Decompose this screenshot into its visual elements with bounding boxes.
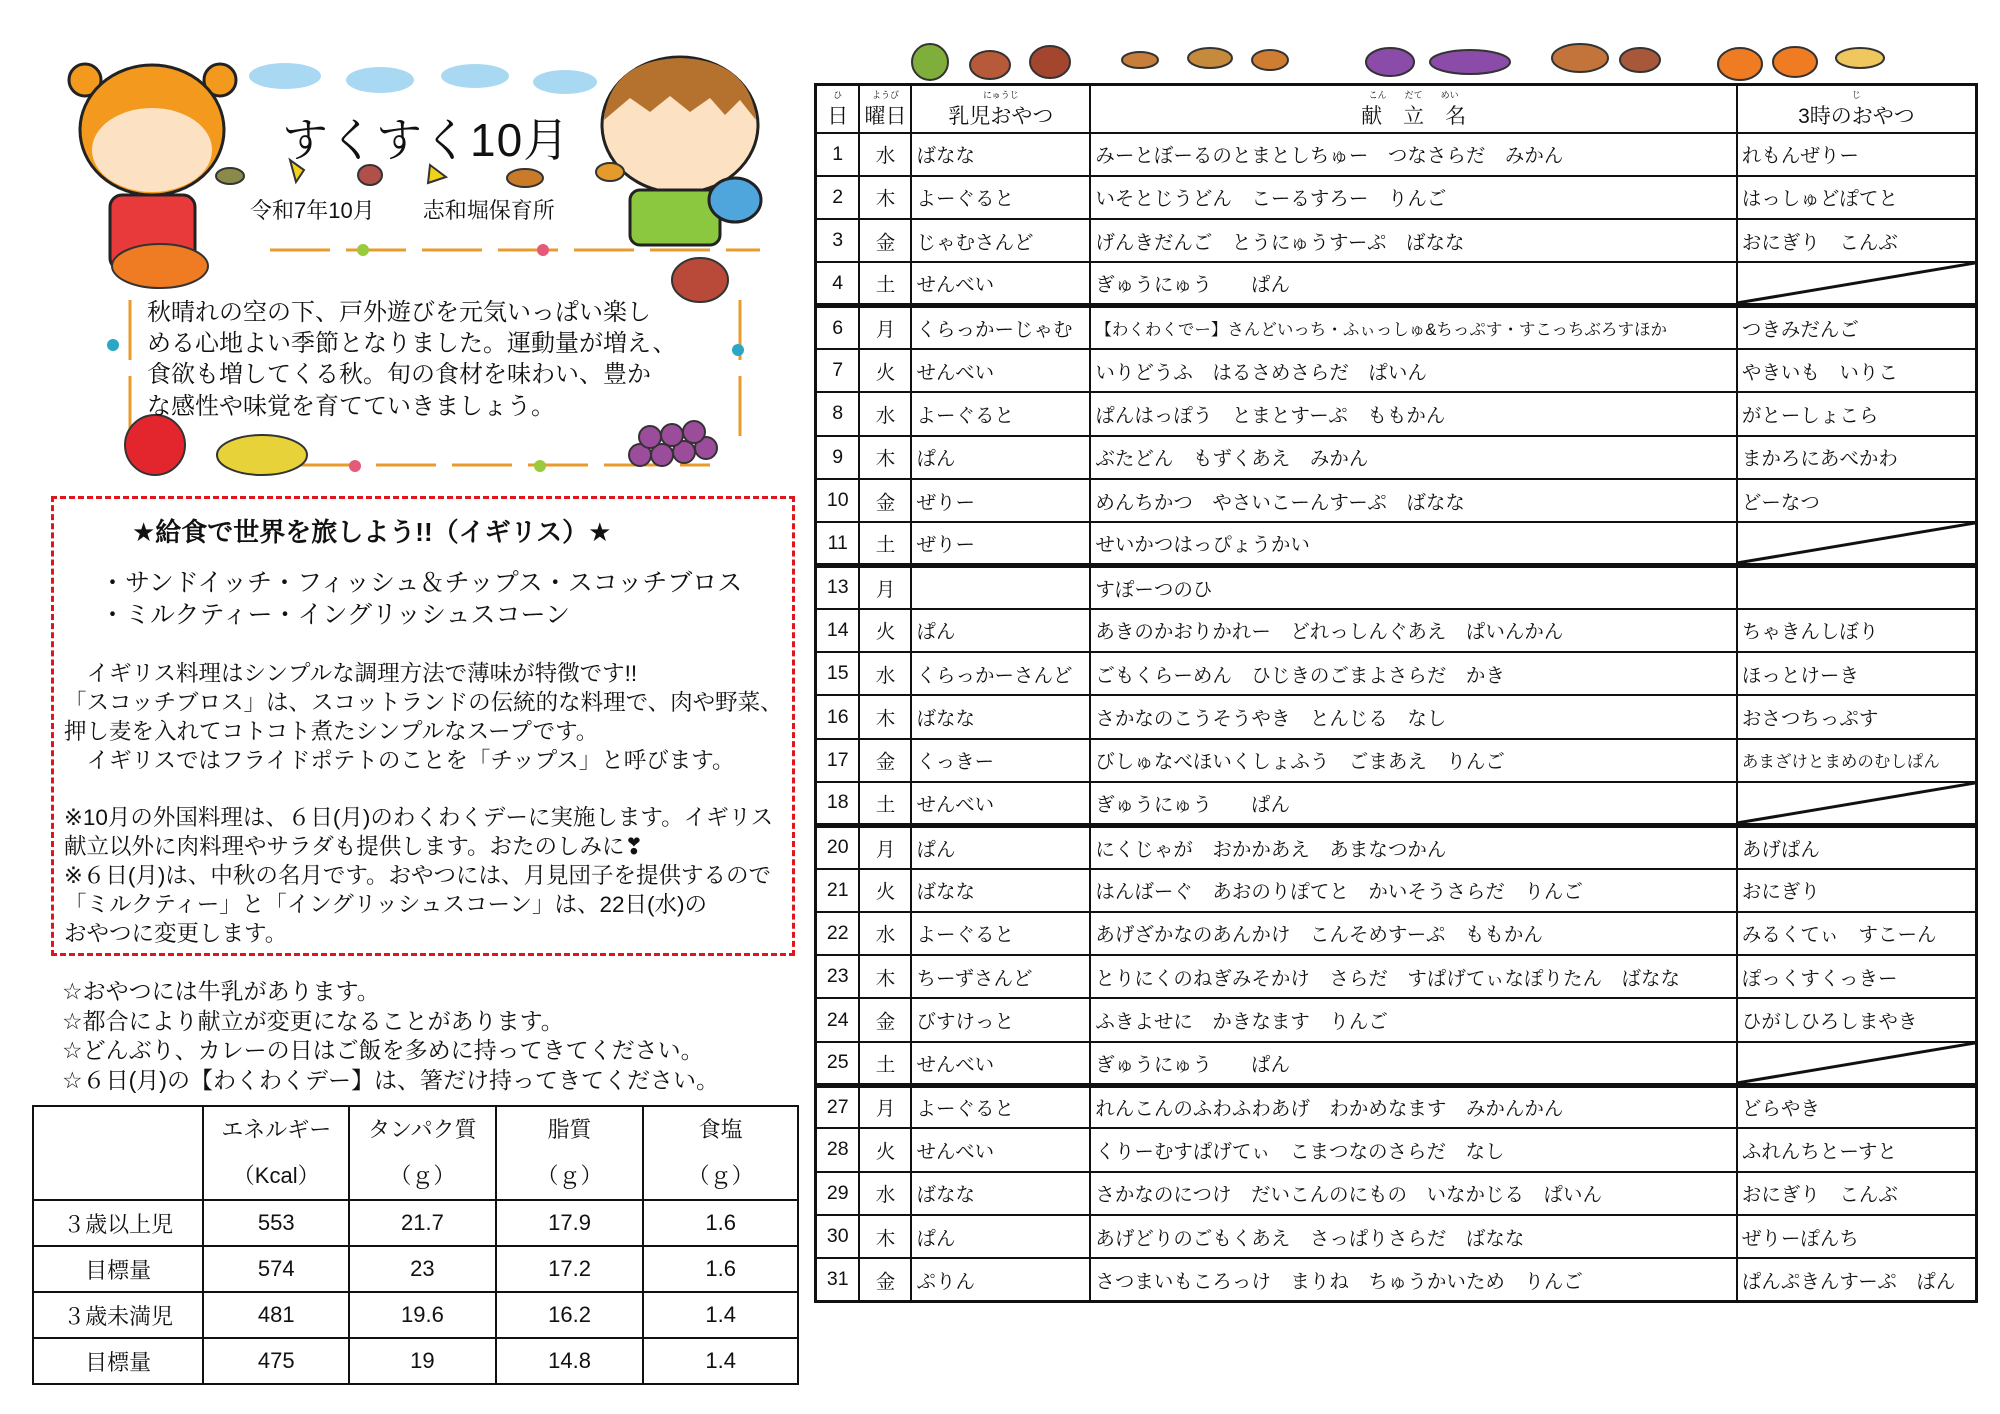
snack-cell <box>1737 1042 1977 1085</box>
weekday-cell: 土 <box>859 1042 911 1085</box>
snack-cell: どらやき <box>1737 1085 1977 1128</box>
menu-row <box>816 1042 1977 1085</box>
infant-snack-cell: ぱん <box>911 1215 1090 1258</box>
day-cell: 20 <box>816 825 860 868</box>
snack-cell: がとーしょこら <box>1737 392 1977 435</box>
menu-row <box>816 1085 1977 1128</box>
menu-row <box>816 479 1977 522</box>
nutrition-value: 14.8 <box>496 1338 644 1384</box>
weekday-cell: 木 <box>859 176 911 219</box>
world-food-bullet: ・ミルクティー・イングリッシュスコーン <box>100 601 571 629</box>
day-cell: 4 <box>816 262 860 305</box>
menu-name-cell: ぱんはっぽう とまとすーぷ ももかん <box>1090 392 1736 435</box>
menu-row <box>816 782 1977 825</box>
header-label: 3時のおやつ <box>1798 104 1915 128</box>
nutrition-value: 1.6 <box>643 1200 798 1246</box>
menu-name-cell: ぎゅうにゅう ぱん <box>1090 1042 1736 1085</box>
weekday-cell: 水 <box>859 912 911 955</box>
infant-snack-cell: せんべい <box>911 1042 1090 1085</box>
notice-line: ☆おやつには牛乳があります。 <box>62 978 380 1004</box>
day-cell: 9 <box>816 436 860 479</box>
nutrition-row-label: ３歳以上児 <box>33 1200 203 1246</box>
nutrition-value: 17.2 <box>496 1246 644 1292</box>
nutrient-unit: （ｇ） <box>536 1163 603 1188</box>
world-food-note: 献立以外に肉料理やサラダも提供します。おたのしみに❣ <box>64 834 644 859</box>
snack-cell: ちゃきんしぼり <box>1737 609 1977 652</box>
snack-cell: あまざけとまめのむしぱん <box>1737 739 1977 782</box>
menu-row <box>816 695 1977 738</box>
pear-icon <box>217 435 307 475</box>
header-label: 献 立 名 <box>1361 104 1467 128</box>
snack-cell <box>1737 782 1977 825</box>
nutrition-row-label: 目標量 <box>33 1338 203 1384</box>
no-snack-slash <box>1738 783 1975 823</box>
nutrient-name: タンパク質 <box>368 1117 477 1142</box>
newsletter-subtitle <box>250 194 603 225</box>
weekday-cell: 水 <box>859 1172 911 1215</box>
menu-name-cell: にくじゃが おかかあえ あまなつかん <box>1090 825 1736 868</box>
menu-name-cell: いそとじうどん こーるすろー りんご <box>1090 176 1736 219</box>
nutrition-value: 16.2 <box>496 1292 644 1338</box>
no-snack-slash <box>1738 1043 1975 1083</box>
menu-name-cell: いりどうふ はるさめさらだ ぱいん <box>1090 349 1736 392</box>
snack-cell: つきみだんご <box>1737 306 1977 349</box>
nutrition-value: 17.9 <box>496 1200 644 1246</box>
weekday-cell: 木 <box>859 695 911 738</box>
nutrition-value: 481 <box>203 1292 349 1338</box>
weekday-cell: 土 <box>859 522 911 565</box>
snack-cell: ぽっくすくっきー <box>1737 955 1977 998</box>
menu-name-cell: ごもくらーめん ひじきのごまよさらだ かき <box>1090 652 1736 695</box>
nutrition-row <box>33 1292 798 1338</box>
day-cell: 17 <box>816 739 860 782</box>
day-cell: 27 <box>816 1085 860 1128</box>
snack-cell: ぜりーぽんち <box>1737 1215 1977 1258</box>
furigana: こん だて めい <box>1368 89 1459 100</box>
day-cell: 13 <box>816 565 860 608</box>
menu-row <box>816 133 1977 176</box>
nutrition-header <box>349 1106 496 1200</box>
day-cell: 24 <box>816 998 860 1041</box>
greeting-line: な感性や味覚を育てていきましょう。 <box>147 393 555 420</box>
header-weekday <box>859 85 911 133</box>
menu-name-cell: びしゅなべほいくしょふう ごまあえ りんご <box>1090 739 1736 782</box>
day-cell: 2 <box>816 176 860 219</box>
infant-snack-cell: ちーずさんど <box>911 955 1090 998</box>
weekday-cell: 水 <box>859 652 911 695</box>
menu-name-cell: ぎゅうにゅう ぱん <box>1090 782 1736 825</box>
weekday-cell: 火 <box>859 869 911 912</box>
notice-line: ☆６日(月)の【わくわくデー】は、箸だけ持ってきてください。 <box>62 1067 719 1093</box>
world-food-note: おやつに変更します。 <box>64 921 288 946</box>
infant-snack-cell: ぜりー <box>911 522 1090 565</box>
snack-cell: ふれんちとーすと <box>1737 1128 1977 1171</box>
infant-snack-cell: ばなな <box>911 695 1090 738</box>
nutrition-value: 553 <box>203 1200 349 1246</box>
weekday-cell: 火 <box>859 1128 911 1171</box>
chestnut-icon <box>672 258 728 302</box>
newsletter-title: すくすく10月 <box>282 114 571 166</box>
weekday-cell: 火 <box>859 349 911 392</box>
snack-cell: あげぱん <box>1737 825 1977 868</box>
menu-row <box>816 825 1977 868</box>
infant-snack-cell: くらっかーじゃむ <box>911 306 1090 349</box>
day-cell: 14 <box>816 609 860 652</box>
notice-line: ☆どんぶり、カレーの日はご飯を多めに持ってきてください。 <box>62 1037 704 1063</box>
infant-snack-cell: びすけっと <box>911 998 1090 1041</box>
weekday-cell: 金 <box>859 739 911 782</box>
nutrient-name: エネルギー <box>221 1117 332 1142</box>
menu-row <box>816 1258 1977 1301</box>
menu-name-cell: さつまいもころっけ まりね ちゅうかいため りんご <box>1090 1258 1736 1301</box>
day-cell: 3 <box>816 219 860 262</box>
snack-cell: おにぎり こんぶ <box>1737 1172 1977 1215</box>
persimmon-icon <box>112 244 208 288</box>
header-3pm-snack <box>1737 85 1977 133</box>
menu-name-cell: みーとぼーるのとまとしちゅー つなさらだ みかん <box>1090 133 1736 176</box>
menu-table <box>814 83 1978 1303</box>
world-food-text: イギリスではフライドポテトのことを「チップス」と呼びます。 <box>64 748 735 773</box>
day-cell: 1 <box>816 133 860 176</box>
menu-row <box>816 739 1977 782</box>
nutrition-value: 574 <box>203 1246 349 1292</box>
nutrition-value: 1.4 <box>643 1292 798 1338</box>
menu-row <box>816 392 1977 435</box>
infant-snack-cell: ばなな <box>911 133 1090 176</box>
day-cell: 16 <box>816 695 860 738</box>
nutrition-row <box>33 1338 798 1384</box>
world-food-text: イギリス料理はシンプルな調理方法で薄味が特徴です!! <box>64 661 638 686</box>
header-menu-name <box>1090 85 1736 133</box>
day-cell: 7 <box>816 349 860 392</box>
greeting-line: 食欲も増してくる秋。旬の食材を味わい、豊か <box>147 361 651 388</box>
nutrition-row <box>33 1200 798 1246</box>
world-food-bullet: ・サンドイッチ・フィッシュ＆チップス・スコッチブロス <box>100 569 743 597</box>
autumn-food-border <box>870 40 1970 82</box>
menu-row <box>816 609 1977 652</box>
header-label: 乳児おやつ <box>948 104 1054 128</box>
header-day <box>816 85 860 133</box>
infant-snack-cell: じゃむさんど <box>911 219 1090 262</box>
menu-name-cell: さかなのこうそうやき とんじる なし <box>1090 695 1736 738</box>
no-snack-slash <box>1738 263 1975 303</box>
infant-snack-cell: ぱん <box>911 609 1090 652</box>
day-cell: 15 <box>816 652 860 695</box>
issue-date: 令和7年10月 <box>250 198 375 223</box>
menu-row <box>816 955 1977 998</box>
weekday-cell: 月 <box>859 825 911 868</box>
nutrition-table <box>32 1105 799 1385</box>
weekday-cell: 土 <box>859 782 911 825</box>
boy-character-icon <box>602 57 761 245</box>
world-food-note: ※６日(月)は、中秋の名月です。おやつには、月見団子を提供するので <box>64 863 772 888</box>
day-cell: 25 <box>816 1042 860 1085</box>
snack-cell: おにぎり <box>1737 869 1977 912</box>
day-cell: 22 <box>816 912 860 955</box>
weekday-cell: 金 <box>859 998 911 1041</box>
infant-snack-cell: ぱん <box>911 436 1090 479</box>
weekday-cell: 木 <box>859 1215 911 1258</box>
nutrition-header <box>496 1106 644 1200</box>
weekday-cell: 金 <box>859 219 911 262</box>
weekday-cell: 金 <box>859 479 911 522</box>
nutrition-header-row <box>33 1106 798 1200</box>
snack-cell: おさつちっぷす <box>1737 695 1977 738</box>
greeting-line: 秋晴れの空の下、戸外遊びを元気いっぱい楽し <box>147 299 651 326</box>
infant-snack-cell: よーぐると <box>911 392 1090 435</box>
header-infant-snack <box>911 85 1090 133</box>
day-cell: 23 <box>816 955 860 998</box>
snack-cell: ぱんぷきんすーぷ ぱん <box>1737 1258 1977 1301</box>
infant-snack-cell: せんべい <box>911 262 1090 305</box>
cloud-icons <box>249 63 597 94</box>
menu-row <box>816 1128 1977 1171</box>
world-food-note: ※10月の外国料理は、６日(月)のわくわくデーに実施します。イギリス <box>64 805 774 830</box>
nutrition-header-blank <box>33 1106 203 1200</box>
snack-cell: みるくてぃ すこーん <box>1737 912 1977 955</box>
girl-character-icon <box>69 64 236 270</box>
menu-name-cell: あげざかなのあんかけ こんそめすーぷ ももかん <box>1090 912 1736 955</box>
infant-snack-cell: くっきー <box>911 739 1090 782</box>
world-food-note: 「ミルクティー」と「イングリッシュスコーン」は、22日(水)の <box>64 892 708 917</box>
furigana: にゅうじ <box>982 89 1019 100</box>
menu-name-cell: 【わくわくでー】さんどいっち・ふぃっしゅ&ちっぷす・すこっちぶろすほか <box>1090 306 1736 349</box>
infant-snack-cell: くらっかーさんど <box>911 652 1090 695</box>
infant-snack-cell: ばなな <box>911 869 1090 912</box>
furigana: ひ <box>833 89 843 100</box>
day-cell: 10 <box>816 479 860 522</box>
day-cell: 21 <box>816 869 860 912</box>
snack-cell: はっしゅどぽてと <box>1737 176 1977 219</box>
no-snack-slash <box>1738 523 1975 563</box>
infant-snack-cell: ぷりん <box>911 1258 1090 1301</box>
menu-name-cell: あげどりのごもくあえ さっぱりさらだ ばなな <box>1090 1215 1736 1258</box>
nutrition-value: 1.6 <box>643 1246 798 1292</box>
nutrition-row-label: 目標量 <box>33 1246 203 1292</box>
nutrition-row-label: ３歳未満児 <box>33 1292 203 1338</box>
menu-row <box>816 1172 1977 1215</box>
snack-cell: ひがしひろしまやき <box>1737 998 1977 1041</box>
menu-row <box>816 219 1977 262</box>
day-cell: 8 <box>816 392 860 435</box>
infant-snack-cell: せんべい <box>911 782 1090 825</box>
menu-name-cell: あきのかおりかれー どれっしんぐあえ ぱいんかん <box>1090 609 1736 652</box>
nutrition-value: 19.6 <box>349 1292 496 1338</box>
header-label: 曜日 <box>864 104 907 128</box>
weekday-cell: 木 <box>859 436 911 479</box>
facility-name: 志和堀保育所 <box>422 198 555 223</box>
infant-snack-cell: せんべい <box>911 349 1090 392</box>
nutrient-name: 食塩 <box>698 1117 743 1142</box>
day-cell: 29 <box>816 1172 860 1215</box>
infant-snack-cell: よーぐると <box>911 912 1090 955</box>
nutrition-row <box>33 1246 798 1292</box>
furigana: ようび <box>871 89 899 100</box>
menu-name-cell: はんばーぐ あおのりぽてと かいそうさらだ りんご <box>1090 869 1736 912</box>
menu-name-cell: さかなのにつけ だいこんのにもの いなかじる ぱいん <box>1090 1172 1736 1215</box>
menu-name-cell: ふきよせに かきなます りんご <box>1090 998 1736 1041</box>
menu-name-cell: とりにくのねぎみそかけ さらだ すぱげてぃなぽりたん ばなな <box>1090 955 1736 998</box>
grapes-icon <box>629 421 717 466</box>
snack-cell: ほっとけーき <box>1737 652 1977 695</box>
menu-name-cell: せいかつはっぴょうかい <box>1090 522 1736 565</box>
day-cell: 30 <box>816 1215 860 1258</box>
world-food-text: 押し麦を入れてコトコト煮たシンプルなスープです。 <box>64 719 599 744</box>
world-food-text: 「スコッチブロス」は、スコットランドの伝統的な料理で、肉や野菜、 <box>64 690 783 715</box>
infant-snack-cell: よーぐると <box>911 1085 1090 1128</box>
day-cell: 18 <box>816 782 860 825</box>
weekday-cell: 木 <box>859 955 911 998</box>
nutrition-value: 19 <box>349 1338 496 1384</box>
nutrition-value: 1.4 <box>643 1338 798 1384</box>
weekday-cell: 火 <box>859 609 911 652</box>
snack-cell <box>1737 522 1977 565</box>
snack-cell: まかろにあべかわ <box>1737 436 1977 479</box>
snack-cell <box>1737 262 1977 305</box>
notice-line: ☆都合により献立が変更になることがあります。 <box>62 1008 564 1034</box>
menu-row <box>816 349 1977 392</box>
world-food-heading: ★給食で世界を旅しよう!!（イギリス）★ <box>132 517 612 547</box>
infant-snack-cell: せんべい <box>911 1128 1090 1171</box>
weekday-cell: 水 <box>859 133 911 176</box>
day-cell: 11 <box>816 522 860 565</box>
menu-row <box>816 652 1977 695</box>
nutrition-header <box>643 1106 798 1200</box>
weekday-cell: 月 <box>859 1085 911 1128</box>
menu-row <box>816 176 1977 219</box>
weekday-cell: 月 <box>859 306 911 349</box>
header-label: 日 <box>827 104 849 128</box>
menu-row <box>816 869 1977 912</box>
snack-cell: おにぎり こんぶ <box>1737 219 1977 262</box>
menu-row <box>816 565 1977 608</box>
infant-snack-cell: よーぐると <box>911 176 1090 219</box>
nutrition-value: 21.7 <box>349 1200 496 1246</box>
day-cell: 28 <box>816 1128 860 1171</box>
menu-name-cell: れんこんのふわふわあげ わかめなます みかんかん <box>1090 1085 1736 1128</box>
menu-row <box>816 522 1977 565</box>
infant-snack-cell: ぜりー <box>911 479 1090 522</box>
day-cell: 6 <box>816 306 860 349</box>
infant-snack-cell <box>911 565 1090 608</box>
day-cell: 31 <box>816 1258 860 1301</box>
infant-snack-cell: ぱん <box>911 825 1090 868</box>
weekday-cell: 金 <box>859 1258 911 1301</box>
menu-row <box>816 436 1977 479</box>
menu-name-cell: げんきだんご とうにゅうすーぷ ばなな <box>1090 219 1736 262</box>
nutrient-unit: （ｇ） <box>389 1163 456 1188</box>
greeting-line: める心地よい季節となりました。運動量が増え、 <box>147 330 677 357</box>
menu-row <box>816 306 1977 349</box>
menu-row <box>816 262 1977 305</box>
snack-cell: やきいも いりこ <box>1737 349 1977 392</box>
menu-name-cell: ぎゅうにゅう ぱん <box>1090 262 1736 305</box>
nutrient-unit: （ｇ） <box>687 1163 754 1188</box>
menu-name-cell: すぽーつのひ <box>1090 565 1736 608</box>
menu-row <box>816 1215 1977 1258</box>
weekday-cell: 水 <box>859 392 911 435</box>
menu-name-cell: くりーむすぱげてぃ こまつなのさらだ なし <box>1090 1128 1736 1171</box>
snack-cell <box>1737 565 1977 608</box>
snack-cell: れもんぜりー <box>1737 133 1977 176</box>
snack-cell: どーなつ <box>1737 479 1977 522</box>
menu-name-cell: めんちかつ やさいこーんすーぷ ばなな <box>1090 479 1736 522</box>
menu-row <box>816 912 1977 955</box>
infant-snack-cell: ばなな <box>911 1172 1090 1215</box>
menu-row <box>816 998 1977 1041</box>
weekday-cell: 月 <box>859 565 911 608</box>
nutrition-header <box>203 1106 349 1200</box>
furigana: じ <box>1851 89 1861 100</box>
weekday-cell: 土 <box>859 262 911 305</box>
menu-header-row <box>816 85 1977 133</box>
nutrient-name: 脂質 <box>547 1117 592 1142</box>
nutrition-value: 23 <box>349 1246 496 1292</box>
nutrition-value: 475 <box>203 1338 349 1384</box>
menu-name-cell: ぶたどん もずくあえ みかん <box>1090 436 1736 479</box>
nutrient-unit: （Kcal） <box>232 1163 320 1188</box>
apple-icon <box>125 415 185 475</box>
